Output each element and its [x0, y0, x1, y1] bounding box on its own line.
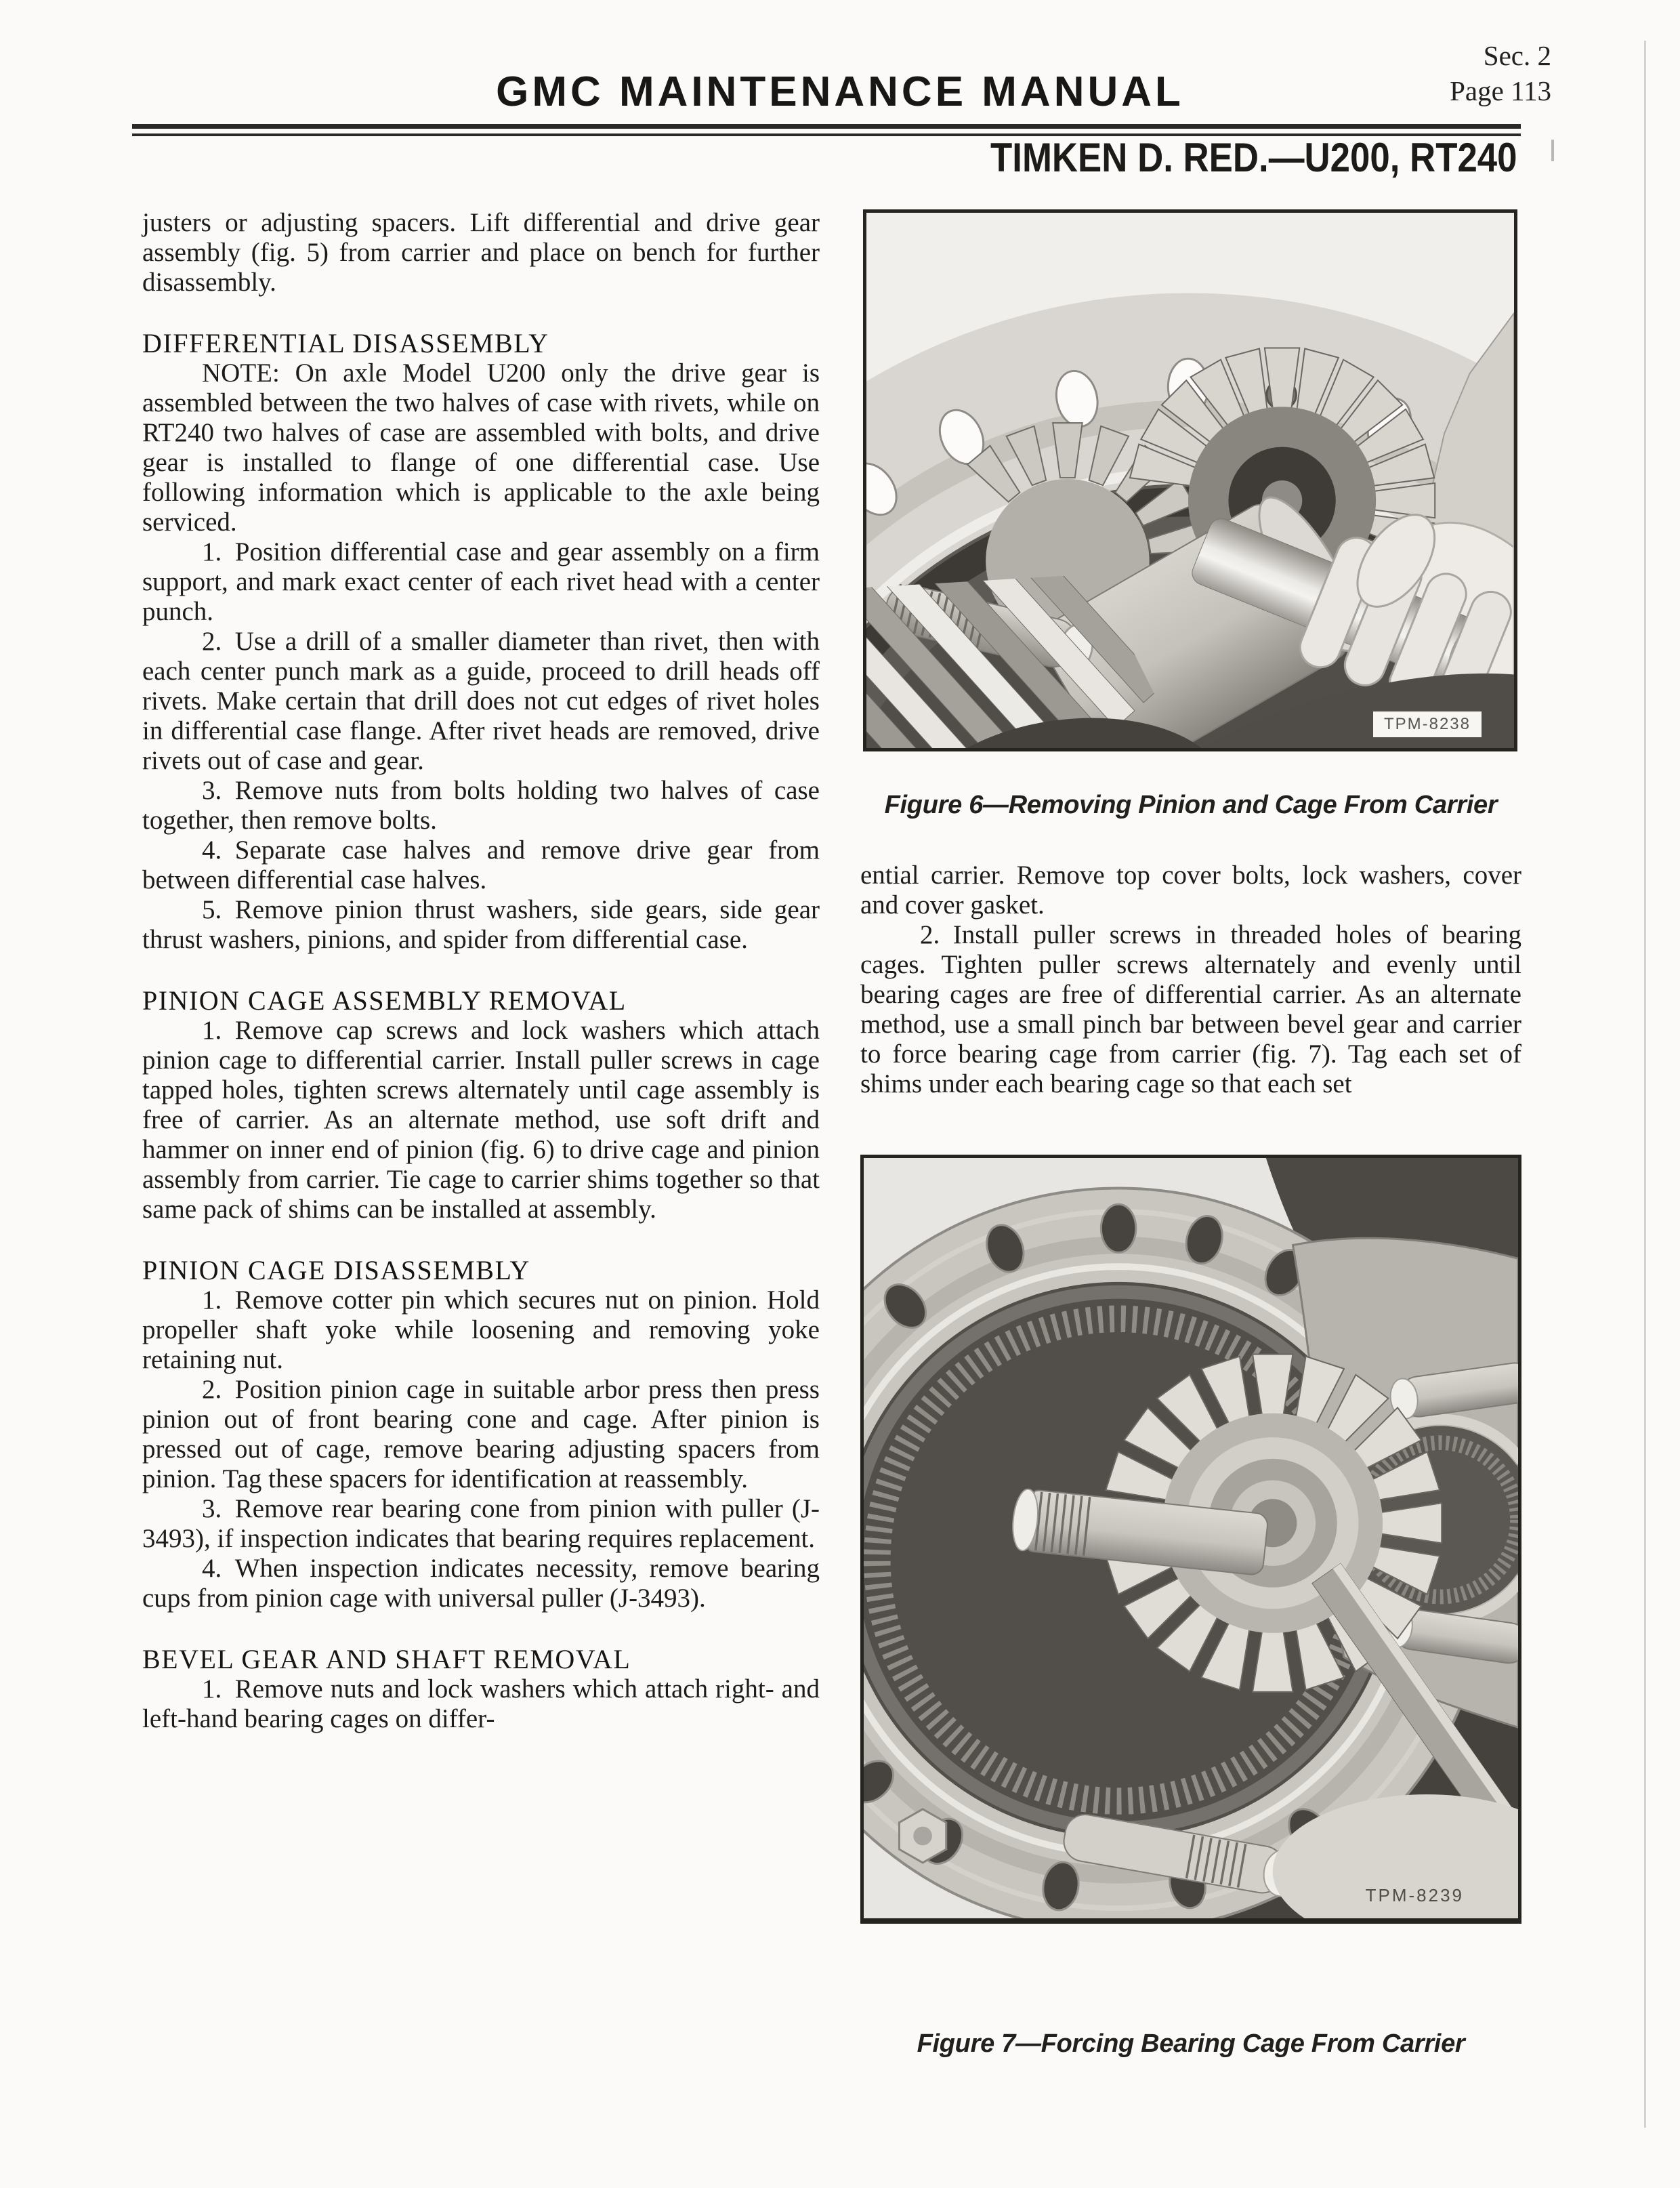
page-title: GMC MAINTENANCE MANUAL [496, 68, 1184, 115]
body-paragraph: justers or adjusting spacers. Lift differential and drive gear assembly (fig. 5) from carrier and place on bench for further disassembly. [142, 208, 820, 297]
body-paragraph: 2. Install puller screws in threaded holes of bearing cages. Tighten puller screws alternately and evenly until bearing cages are free of differential carrier. As an alternate method, use a small pinch bar between bevel gear and carrier to force bearing cage from carrier (fig. 7). Tag each set of shims under each bearing cage so that each set [860, 920, 1521, 1098]
body-paragraph: NOTE: On axle Model U200 only the drive gear is assembled between the two halves of case with rivets, while on RT240 two halves of case are assembled with bolts, and drive gear is installed to flange of one differential case. Use following information which is applicable to the axle being serviced. [142, 358, 820, 537]
body-paragraph: ential carrier. Remove top cover bolts, lock washers, cover and cover gasket. [860, 861, 1521, 920]
figure6-photo [863, 209, 1517, 751]
body-paragraph: 3. Remove nuts from bolts holding two halves of case together, then remove bolts. [142, 776, 820, 835]
figure6-caption: Figure 6—Removing Pinion and Cage From Carrier [884, 791, 1498, 819]
body-paragraph: 1. Remove cotter pin which secures nut on pinion. Hold propeller shaft yoke while loosening and removing yoke retaining nut. [142, 1285, 820, 1374]
figure7-photo [860, 1155, 1521, 1924]
left-column [142, 208, 820, 1734]
body-paragraph: 2. Use a drill of a smaller diameter than rivet, then with each center punch mark as a guide, proceed to drill heads off rivets. Make certain that drill does not cut edges of rivet holes in differential case flange. After rivet heads are removed, drive rivets out of case and gear. [142, 627, 820, 775]
section-heading-differential-disassembly: DIFFERENTIAL DISASSEMBLY [142, 328, 549, 358]
figure7-photo-id-label: TPM-8239 [1365, 1885, 1464, 1905]
figure6-illustration [866, 213, 1514, 748]
body-paragraph: 3. Remove rear bearing cone from pinion with puller (J-3493), if inspection indicates that bearing requires replacement. [142, 1494, 820, 1553]
body-paragraph: 4. Separate case halves and remove drive gear from between differential case halves. [142, 835, 820, 894]
body-paragraph: 5. Remove pinion thrust washers, side gears, side gear thrust washers, pinions, and spider from differential case. [142, 895, 820, 954]
figure6-photo-id-label: TPM-8238 [1373, 711, 1482, 737]
body-paragraph: 1. Position differential case and gear assembly on a firm support, and mark exact center of each rivet head with a center punch. [142, 537, 820, 626]
header-rule-thick [132, 124, 1521, 129]
chapter-subtitle: TIMKEN D. RED.—U200, RT240 [990, 135, 1517, 180]
margin-tick [1551, 140, 1554, 161]
page-number: Page 113 [1450, 75, 1551, 106]
body-paragraph: 4. When inspection indicates necessity, remove bearing cups from pinion cage with universal puller (J-3493). [142, 1554, 820, 1613]
right-column [860, 861, 1521, 1099]
body-paragraph: 1. Remove nuts and lock washers which attach right- and left-hand bearing cages on differ- [142, 1674, 820, 1733]
section-heading-pinion-cage-assembly-removal: PINION CAGE ASSEMBLY REMOVAL [142, 985, 627, 1016]
figure7-illustration [864, 1158, 1518, 1918]
scan-edge-artifact [1644, 41, 1646, 2128]
section-number: Sec. 2 [1483, 40, 1551, 71]
body-paragraph: 1. Remove cap screws and lock washers which attach pinion cage to differential carrier. Install puller screws in cage tapped holes, tighten screws alternately until cage assembly is free of carrier. As an alternate method, use soft drift and hammer on inner end of pinion (fig. 6) to drive cage and pinion assembly from carrier. Tie cage to carrier shims together so that same pack of shims can be installed at assembly. [142, 1016, 820, 1224]
figure7-caption: Figure 7—Forcing Bearing Cage From Carrier [917, 2029, 1465, 2058]
section-heading-bevel-gear-and-shaft-removal: BEVEL GEAR AND SHAFT REMOVAL [142, 1644, 631, 1674]
body-paragraph: 2. Position pinion cage in suitable arbor press then press pinion out of front bearing cone and cage. After pinion is pressed out of cage, remove bearing adjusting spacers from pinion. Tag these spacers for identification at reassembly. [142, 1375, 820, 1493]
section-heading-pinion-cage-disassembly: PINION CAGE DISASSEMBLY [142, 1255, 530, 1285]
